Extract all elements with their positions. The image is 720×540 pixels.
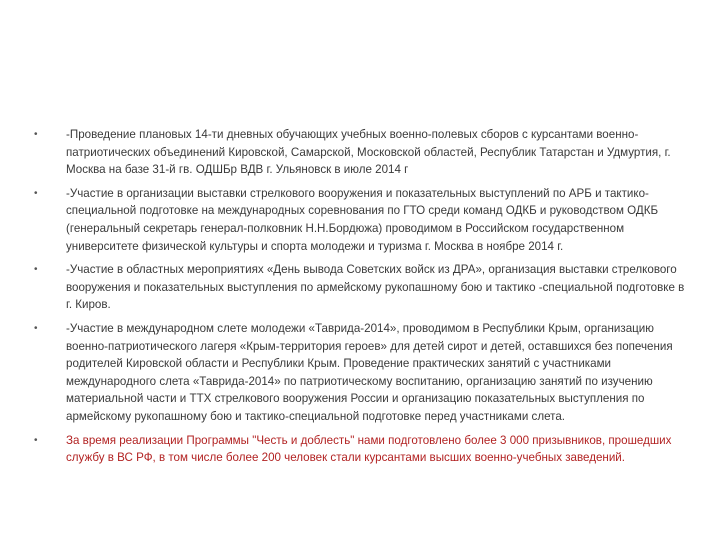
list-item bbox=[30, 126, 690, 179]
bullet-icon: • bbox=[34, 264, 38, 276]
bullet-list bbox=[30, 126, 690, 473]
bullet-icon: • bbox=[34, 322, 38, 334]
list-item-text: -Участие в международном слете молодежи «Таврида-2014», проводимом в Республики Крым, организацию военно-патриотического лагеря «Крым-территория героев» для детей сирот и детей, оставшихся без попечения родителей Кировской области и Республики Крым. Проведение практических занятий с участниками международного слета «Таврида-2014» по патриотическому воспитанию, организацию занятий по изучению материальной части и ТТХ стрелкового вооружения России и организацию показательных выступления по армейскому рукопашному бою и тактико-специальной подготовке перед участниками слета. bbox=[66, 321, 673, 423]
bullet-icon: • bbox=[34, 187, 38, 199]
list-item bbox=[30, 320, 690, 426]
list-item-text: -Участие в областных мероприятиях «День вывода Советских войск из ДРА», организация выставки стрелкового вооружения и показательных выступления по армейскому рукопашному бою и тактико -специальной подготовке в г. Киров. bbox=[66, 263, 685, 312]
list-item-highlight bbox=[30, 432, 690, 467]
bullet-icon: • bbox=[34, 129, 38, 140]
list-item-text: -Проведение плановых 14-ти дневных обучающих учебных военно-полевых сборов с курсантами военно-патриотических объединений Кировской, Самарской, Московской областей, Республик Татарстан и Удмуртия, г. Москва на базе 31-й гв. ОДШБр ВДВ г. Ульяновск в июле 2014 г bbox=[66, 128, 671, 177]
list-item-text: -Участие в организации выставки стрелкового вооружения и показательных выступлений по АРБ и тактико-специальной подготовке на международных соревнования по ГТО среди команд ОДКБ и руководством ОДКБ (генеральный секретарь генерал-полковник Н.Н.Бордюжа) проводимом в Российском государственном университете физической культуры и спорта молодежи и туризма г. Москва в ноябре 2014 г. bbox=[66, 186, 659, 253]
list-item bbox=[30, 185, 690, 255]
list-item bbox=[30, 261, 690, 314]
list-item-text: За время реализации Программы "Честь и доблесть" нами подготовлено более 3 000 призывников, прошедших службу в ВС РФ, в том числе более 200 человек стали курсантами высших военно-учебных заведений. bbox=[66, 433, 672, 465]
bullet-icon: • bbox=[34, 434, 38, 446]
